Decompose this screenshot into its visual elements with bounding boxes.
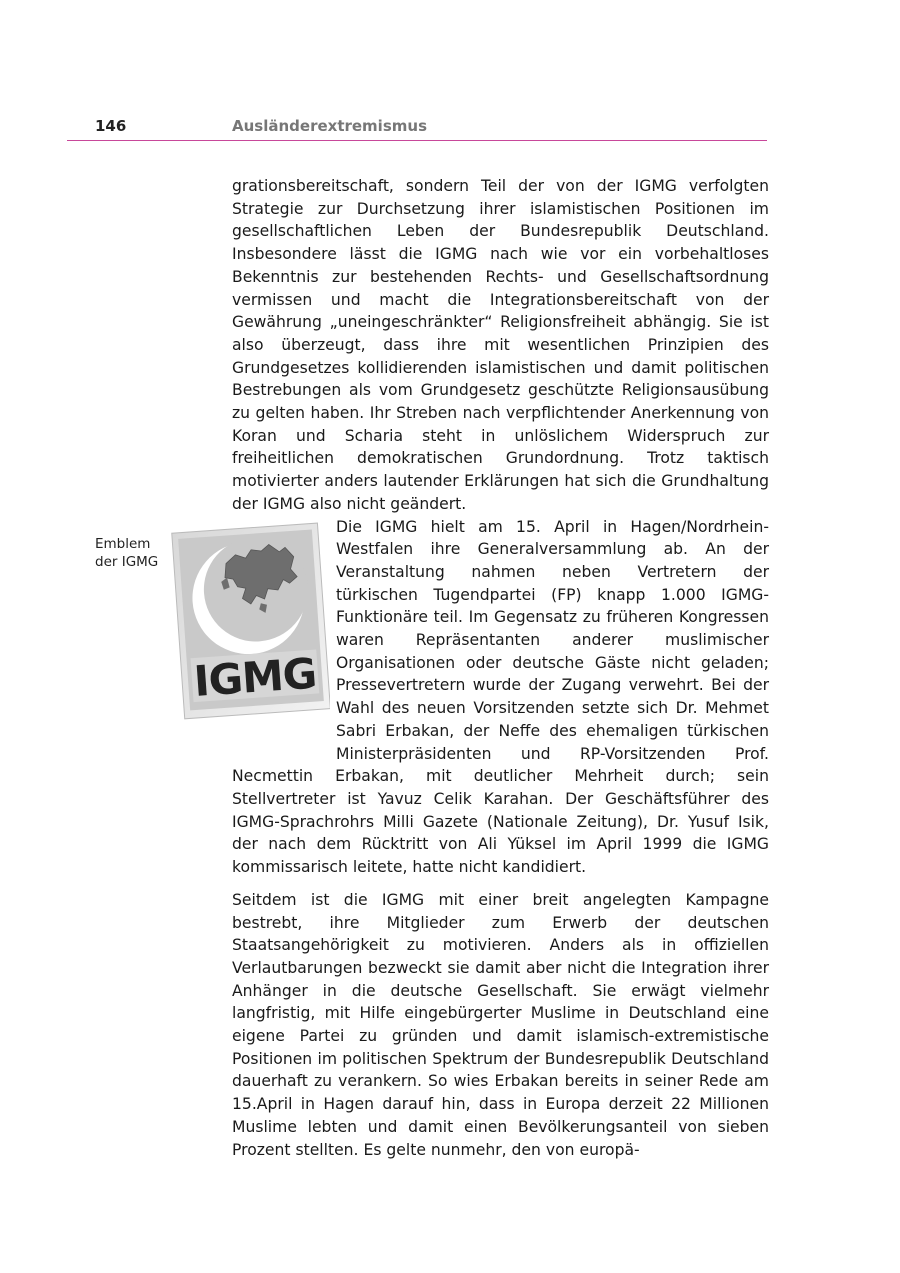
caption-line-1: Emblem bbox=[95, 536, 151, 552]
figure-wrap-spacer bbox=[232, 526, 336, 744]
body-text bbox=[232, 175, 769, 1161]
page-number: 146 bbox=[95, 117, 127, 135]
paragraph-3: Seitdem ist die IGMG mit einer breit angelegten Kampagne bestrebt, ihre Mitglieder zum Erwerb der deutschen Staatsangehörigkeit zu motivieren. Anders als in offiziellen Verlautbarungen bezweckt sie damit aber nicht die Integration ihrer Anhänger in die deutsche Gesellschaft. Sie erwägt vielmehr langfristig, mit Hilfe eingebürgerter Muslime in Deutschland eine eigene Partei zu gründen und damit islamisch-extremistische Positionen im politischen Spektrum der Bundesrepublik Deutschland dauerhaft zu verankern. So wies Erbakan bereits in seiner Rede am 15.April in Hagen darauf hin, dass in Europa derzeit 22 Millionen Muslime lebten und damit einen Bevölkerungsanteil von sieben Prozent stellten. Es gelte nunmehr, den von europä- bbox=[232, 890, 769, 1159]
header-divider bbox=[67, 140, 767, 141]
running-head-title: Ausländerextremismus bbox=[232, 117, 427, 135]
logo-text: IGMG bbox=[192, 648, 318, 706]
paragraph-1: grationsbereitschaft, sondern Teil der von der IGMG verfolgten Strategie zur Durchsetzung ihrer islamistischen Positionen im gesellschaftlichen Leben der Bundesrepublik Deutschland. Insbesondere lässt die IGMG nach wie vor ein vorbehaltloses Bekenntnis zur bestehenden Rechts- und Gesellschaftsordnung vermissen und macht die Integrationsbereitschaft von der Gewährung „uneingeschränkter“ Religionsfreiheit abhängig. Sie ist also überzeugt, dass ihre mit wesentlichen Prinzipien des Grundgesetzes kollidierenden islamistischen und damit politischen Bestrebungen als vom Grundgesetz geschützte Religionsausübung zu gelten haben. Ihr Streben nach verpflichtender Anerkennung von Koran und Scharia steht in unlöslichem Widerspruch zur freiheitlichen demokratischen Grundordnung. Trotz taktisch motivierter anders lautender Erklärungen hat sich die Grundhaltung der IGMG also nicht geändert. bbox=[232, 177, 769, 513]
figure-caption bbox=[95, 535, 158, 571]
paragraph-2: Die IGMG hielt am 15. April in Hagen/Nordrhein-Westfalen ihre Generalversammlung ab. An der Veranstaltung nahmen neben Vertretern der türkischen Tugendpartei (FP) knapp 1.000 IGMG-Funktionäre teil. Im Gegensatz zu früheren Kongressen waren Repräsentanten anderer muslimischer Organisationen oder deutsche Gäste nicht geladen; Pressevertretern wurde der Zugang verwehrt. Bei der Wahl des neuen Vorsitzenden setzte sich Dr. Mehmet Sabri Erbakan, der Neffe des ehemaligen türkischen Ministerpräsidenten und RP-Vorsitzenden Prof. Necmettin Erbakan, mit deutlicher Mehrheit durch; sein Stellvertreter ist Yavuz Celik Karahan. Der Geschäftsführer des IGMG-Sprachrohrs Milli Gazete (Nationale Zeitung), Dr. Yusuf Isik, der nach dem Rücktritt von Ali Yüksel im April 1999 die IGMG kommissarisch leitete, hatte nicht kandidiert. bbox=[232, 517, 769, 877]
caption-line-2: der IGMG bbox=[95, 554, 159, 570]
